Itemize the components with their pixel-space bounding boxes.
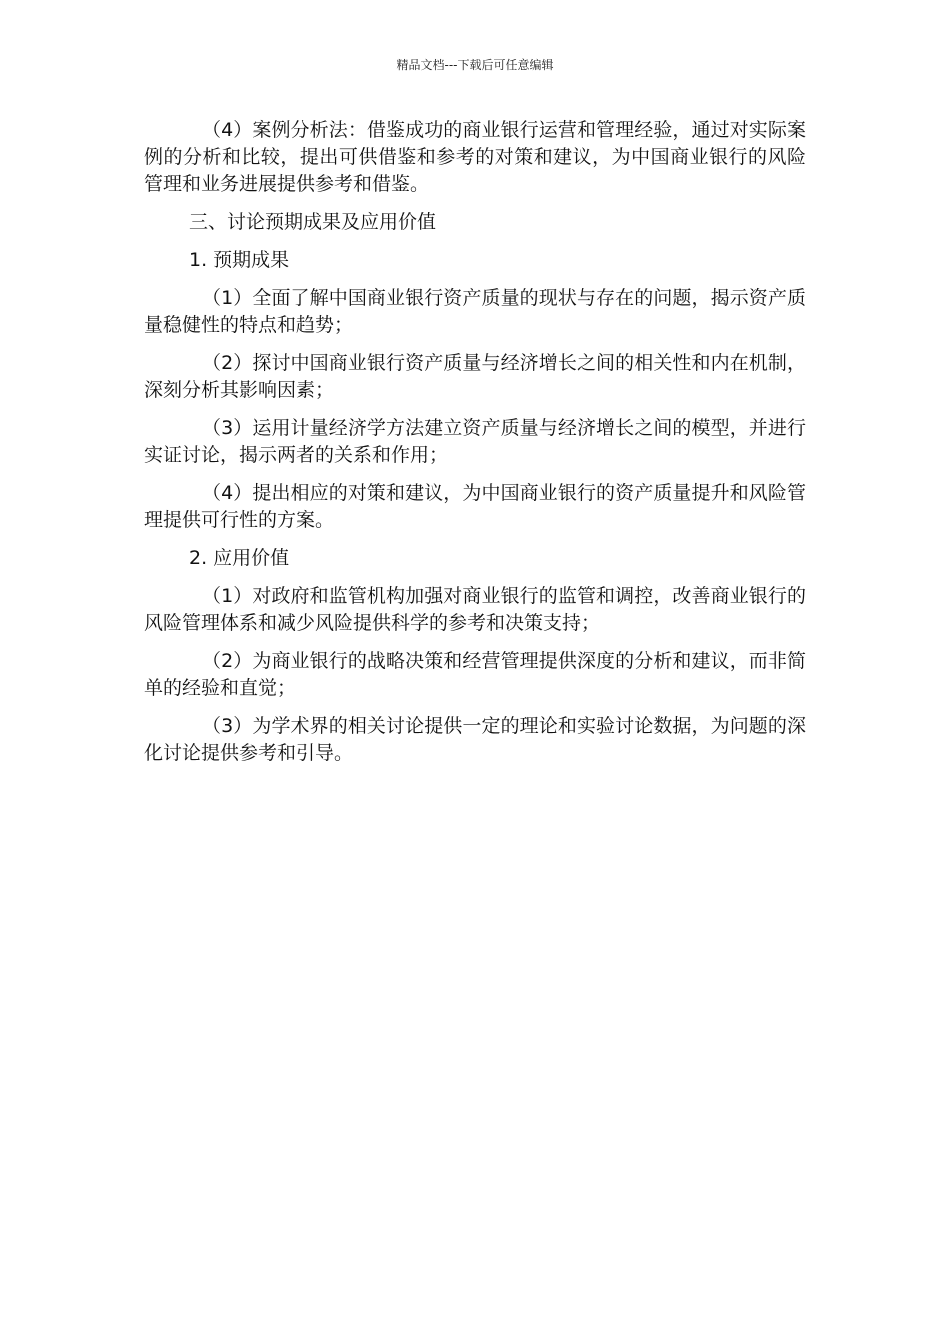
value-item: （1）对政府和监管机构加强对商业银行的监管和调控，改善商业银行的风险管理体系和减少风险提供科学的参考和决策支持； xyxy=(144,585,806,634)
value-item: （3）为学术界的相关讨论提供一定的理论和实验讨论数据，为问题的深化讨论提供参考和引导。 xyxy=(144,715,806,764)
section-heading: 三、讨论预期成果及应用价值 xyxy=(189,211,437,233)
page-header: 精品文档---下载后可任意编辑 xyxy=(396,58,554,72)
document-body xyxy=(144,117,806,778)
paragraph-case-method: （4）案例分析法：借鉴成功的商业银行运营和管理经验，通过对实际案例的分析和比较，提出可供借鉴和参考的对策和建议，为中国商业银行的风险管理和业务进展提供参考和借鉴。 xyxy=(144,119,806,195)
outcome-item: （2）探讨中国商业银行资产质量与经济增长之间的相关性和内在机制，深刻分析其影响因素； xyxy=(144,352,806,401)
outcome-item: （1）全面了解中国商业银行资产质量的现状与存在的问题，揭示资产质量稳健性的特点和趋势； xyxy=(144,287,806,336)
outcome-item: （4）提出相应的对策和建议，为中国商业银行的资产质量提升和风险管理提供可行性的方案。 xyxy=(144,482,806,531)
subsection-heading-values: 2. 应用价值 xyxy=(189,547,290,569)
outcome-item: （3）运用计量经济学方法建立资产质量与经济增长之间的模型，并进行实证讨论，揭示两者的关系和作用； xyxy=(144,417,806,466)
subsection-heading-outcomes: 1. 预期成果 xyxy=(189,249,290,271)
value-item: （2）为商业银行的战略决策和经营管理提供深度的分析和建议，而非简单的经验和直觉； xyxy=(144,650,806,699)
